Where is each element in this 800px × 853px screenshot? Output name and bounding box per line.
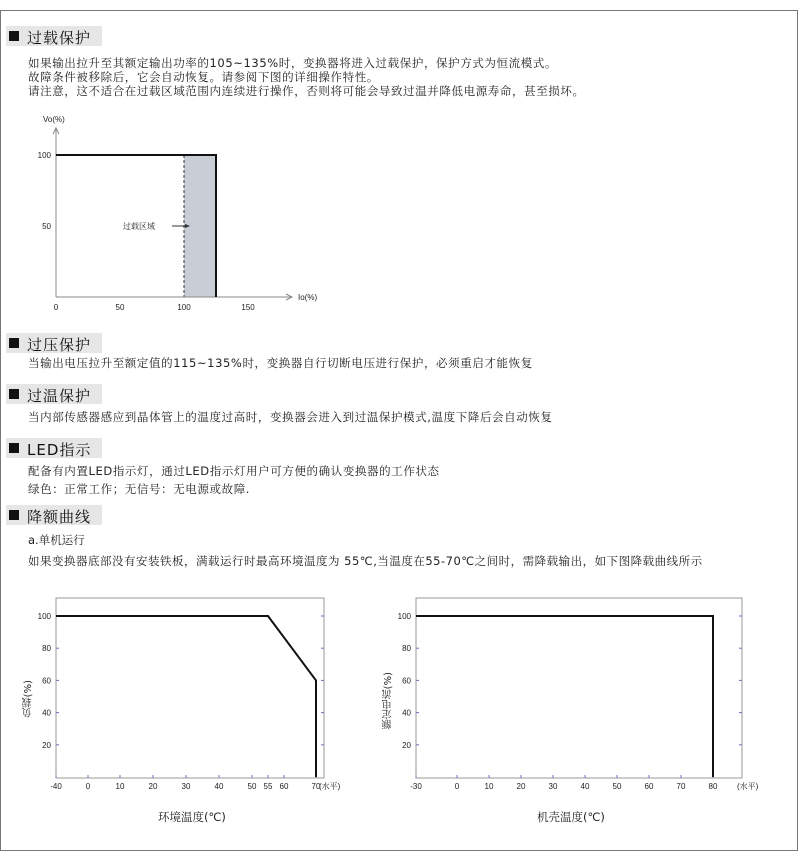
y-tick-label: 20 — [402, 740, 411, 750]
led-line-2: 绿色：正常工作；无信号：无电源或故障. — [28, 482, 251, 496]
x-axis-label: Io(%) — [298, 293, 318, 302]
overload-chart — [0, 110, 340, 310]
x-tick-label: 10 — [484, 782, 494, 791]
y-tick-label: 40 — [402, 708, 411, 718]
x-tick-label: 30 — [548, 782, 558, 791]
section-title: 过载保护 — [27, 29, 92, 47]
y-tick-label: 20 — [42, 740, 51, 750]
x-tick-label: 40 — [580, 782, 590, 791]
section-title: 过压保护 — [27, 336, 92, 354]
series-line — [416, 616, 713, 777]
series-line — [56, 616, 316, 777]
section-bullet-icon — [9, 443, 19, 453]
plot-frame — [416, 598, 742, 778]
x-tick-label: 0 — [454, 782, 460, 791]
y-tick-label: 100 — [37, 151, 51, 160]
section-header-led — [6, 438, 102, 458]
x-tick-label: 80 — [708, 782, 718, 791]
x-tick-label: -40 — [50, 782, 62, 791]
chart1-xlabel: 环境温度(℃) — [158, 810, 226, 824]
y-tick-label: 80 — [42, 644, 51, 654]
section-title: 降额曲线 — [27, 508, 92, 526]
x-tick-label: 0 — [85, 782, 91, 791]
x-tick-label: 20 — [516, 782, 526, 791]
overload-line-1: 如果输出拉升至其额定输出功率的105~135%时，变换器将进入过载保护，保护方式为恒流模式。 — [28, 56, 558, 70]
region-label: 过载区域 — [123, 222, 155, 231]
section-header-overload — [6, 26, 102, 46]
x-tick-label: 60 — [644, 782, 654, 791]
x-tick-label: 50 — [115, 303, 125, 312]
x-tick-label: -30 — [410, 782, 422, 791]
section-title: 过温保护 — [27, 387, 92, 405]
x-tick-label: 70 — [311, 782, 321, 791]
chart1-ylabel: 负载(%) — [23, 680, 34, 718]
y-tick-label: 80 — [402, 644, 411, 654]
x-tick-label: 40 — [214, 782, 224, 791]
x-tick-label: 30 — [181, 782, 191, 791]
x-tick-label: 20 — [148, 782, 158, 791]
x-unit-label: (水平) — [319, 782, 341, 791]
y-tick-label: 100 — [37, 612, 51, 621]
y-tick-label: 100 — [397, 612, 411, 621]
overload-line-2: 故障条件被移除后，它会自动恢复。请参阅下图的详细操作特性。 — [28, 70, 379, 84]
section-bullet-icon — [9, 338, 19, 348]
derating-subtitle: a.单机运行 — [28, 533, 85, 547]
x-tick-label: 50 — [247, 782, 257, 791]
x-tick-label: 10 — [115, 782, 125, 791]
overvoltage-line-1: 当输出电压拉升至额定值的115~135%时，变换器自行切断电压进行保护，必须重启才能恢复 — [28, 356, 533, 370]
x-unit-label: (水平) — [737, 782, 759, 791]
x-tick-label: 55 — [263, 782, 273, 791]
chart2-ylabel: 额定电流(%) — [383, 672, 394, 730]
led-line-1: 配备有内置LED指示灯，通过LED指示灯用户可方便的确认变换器的工作状态 — [28, 464, 440, 478]
x-tick-label: 60 — [279, 782, 289, 791]
section-header-overtemp — [6, 384, 102, 404]
x-tick-label: 0 — [53, 303, 59, 312]
x-tick-label: 70 — [676, 782, 686, 791]
load-derating-chart — [0, 590, 390, 800]
section-header-derating — [6, 505, 102, 525]
x-tick-label: 150 — [241, 303, 255, 312]
derating-description: 如果变换器底部没有安装铁板，满载运行时最高环境温度为 55℃,当温度在55-70℃之间时，需降载输出，如下图降载曲线所示 — [28, 554, 703, 568]
y-tick-label: 50 — [42, 222, 51, 231]
plot-frame — [56, 598, 324, 778]
y-tick-label: 60 — [42, 676, 51, 686]
x-tick-label: 100 — [177, 303, 191, 312]
section-header-overvoltage — [6, 333, 102, 353]
overload-line-3: 请注意，这不适合在过载区域范围内连续进行操作，否则将可能会导致过温并降低电源寿命，甚至损坏。 — [28, 84, 585, 98]
y-axis-label: Vo(%) — [43, 115, 65, 124]
chart2-xlabel: 机壳温度(℃) — [537, 810, 605, 824]
section-title: LED指示 — [27, 441, 92, 459]
y-tick-label: 60 — [402, 676, 411, 686]
overtemp-line-1: 当内部传感器感应到晶体管上的温度过高时，变换器会进入到过温保护模式,温度下降后会自动恢复 — [28, 410, 553, 424]
y-tick-label: 40 — [42, 708, 51, 718]
current-derating-chart — [380, 590, 770, 800]
section-bullet-icon — [9, 31, 19, 41]
x-tick-label: 50 — [612, 782, 622, 791]
section-bullet-icon — [9, 389, 19, 399]
section-bullet-icon — [9, 510, 19, 520]
